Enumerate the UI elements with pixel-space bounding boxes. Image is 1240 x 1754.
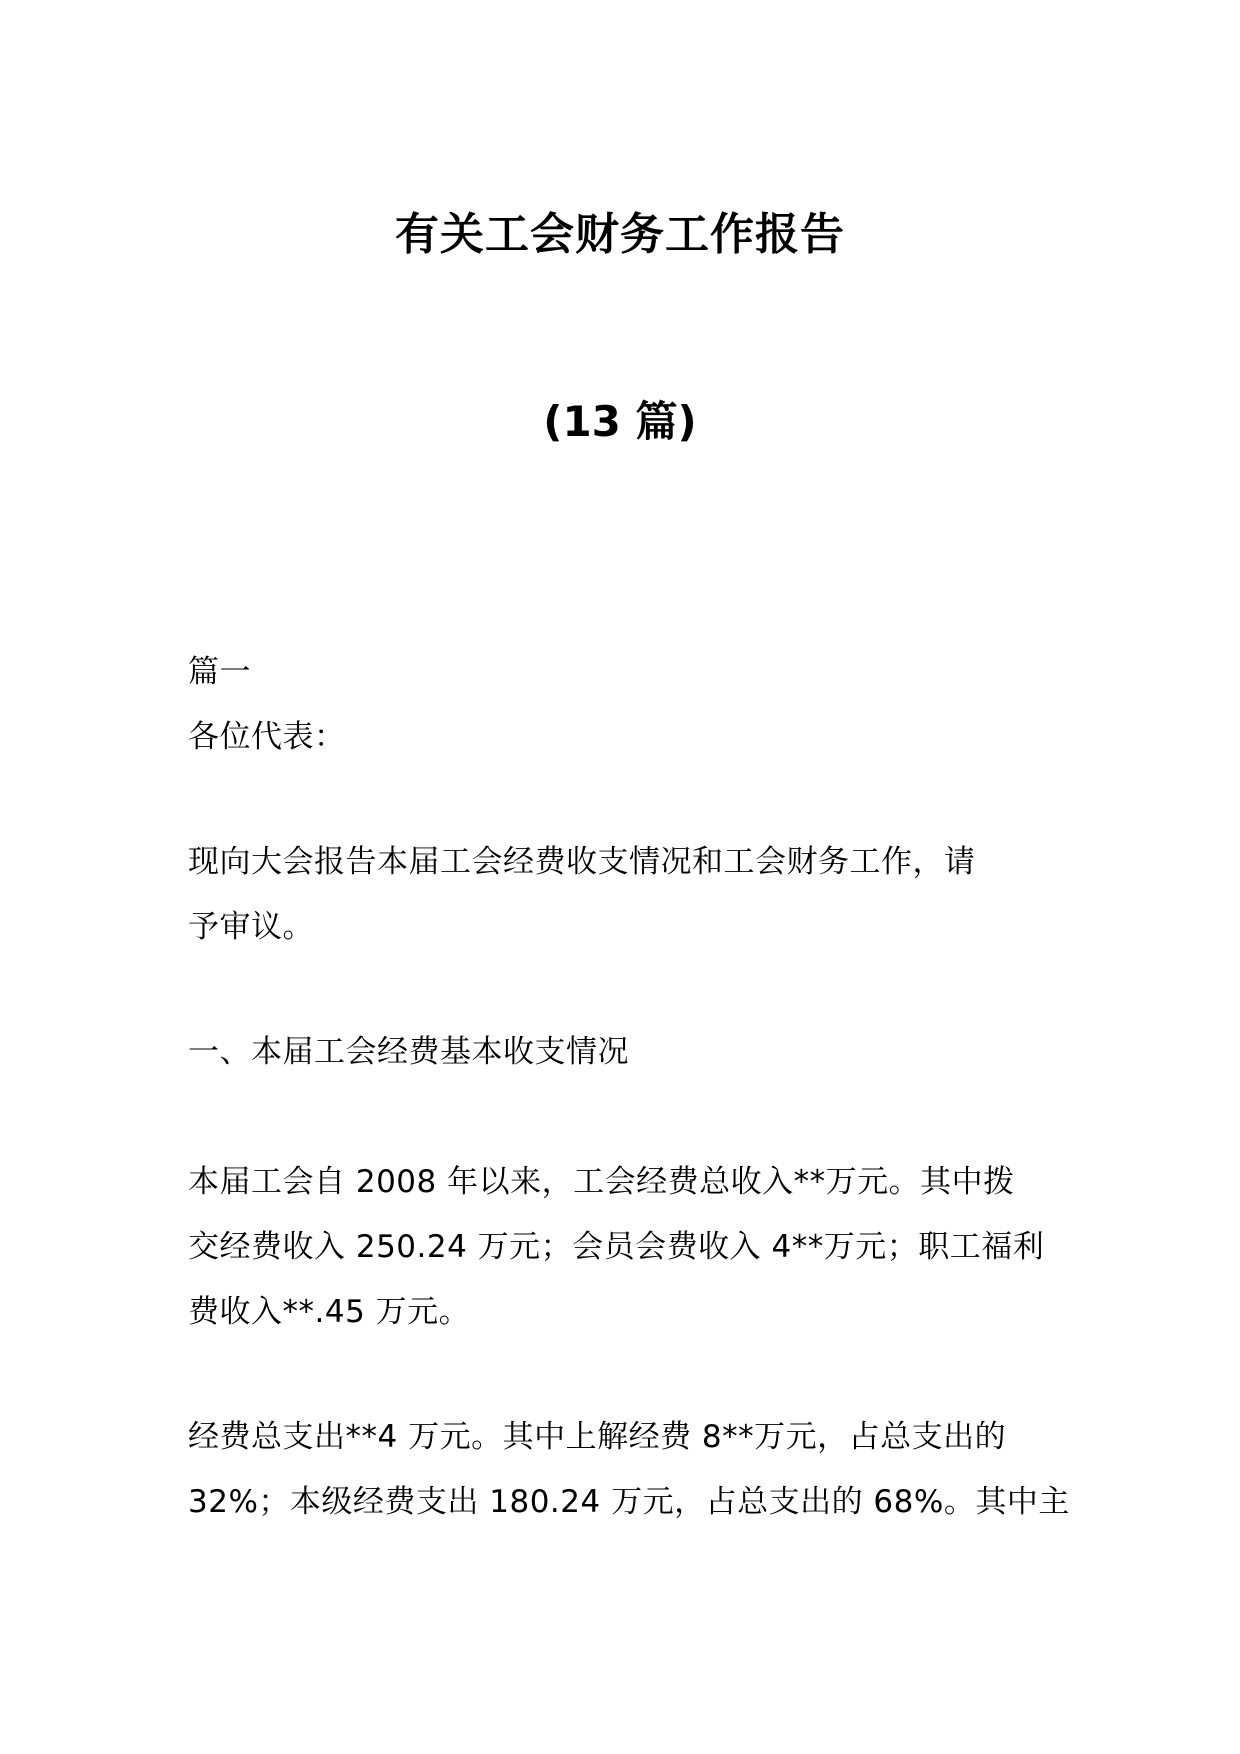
paragraph-line: 费收入**.45 万元。 — [188, 1294, 471, 1330]
paragraph-line: 本届工会自 2008 年以来，工会经费总收入**万元。其中拨 — [188, 1164, 1015, 1200]
paragraph-line: 32%；本级经费支出 180.24 万元，占总支出的 68%。其中主 — [188, 1484, 1070, 1520]
section-heading — [188, 1020, 1068, 1085]
paragraph-line: 现向大会报告本届工会经费收支情况和工会财务工作，请 — [188, 844, 976, 880]
paragraph-line: 予审议。 — [188, 909, 314, 945]
salutation: 各位代表： — [188, 719, 346, 755]
paragraph-line: 一、本届工会经费基本收支情况 — [188, 1034, 629, 1070]
paragraph — [188, 1405, 1068, 1535]
paragraph — [188, 1150, 1068, 1345]
paragraph-line: 交经费收入 250.24 万元；会员会费收入 4**万元；职工福利 — [188, 1229, 1045, 1265]
section-label: 篇一 — [188, 654, 251, 690]
paragraph-line: 经费总支出**4 万元。其中上解经费 8**万元，占总支出的 — [188, 1419, 1007, 1455]
document-subtitle: (13 篇) — [543, 397, 697, 446]
paragraph — [188, 830, 1068, 960]
document-title: 有关工会财务工作报告 — [395, 209, 845, 260]
